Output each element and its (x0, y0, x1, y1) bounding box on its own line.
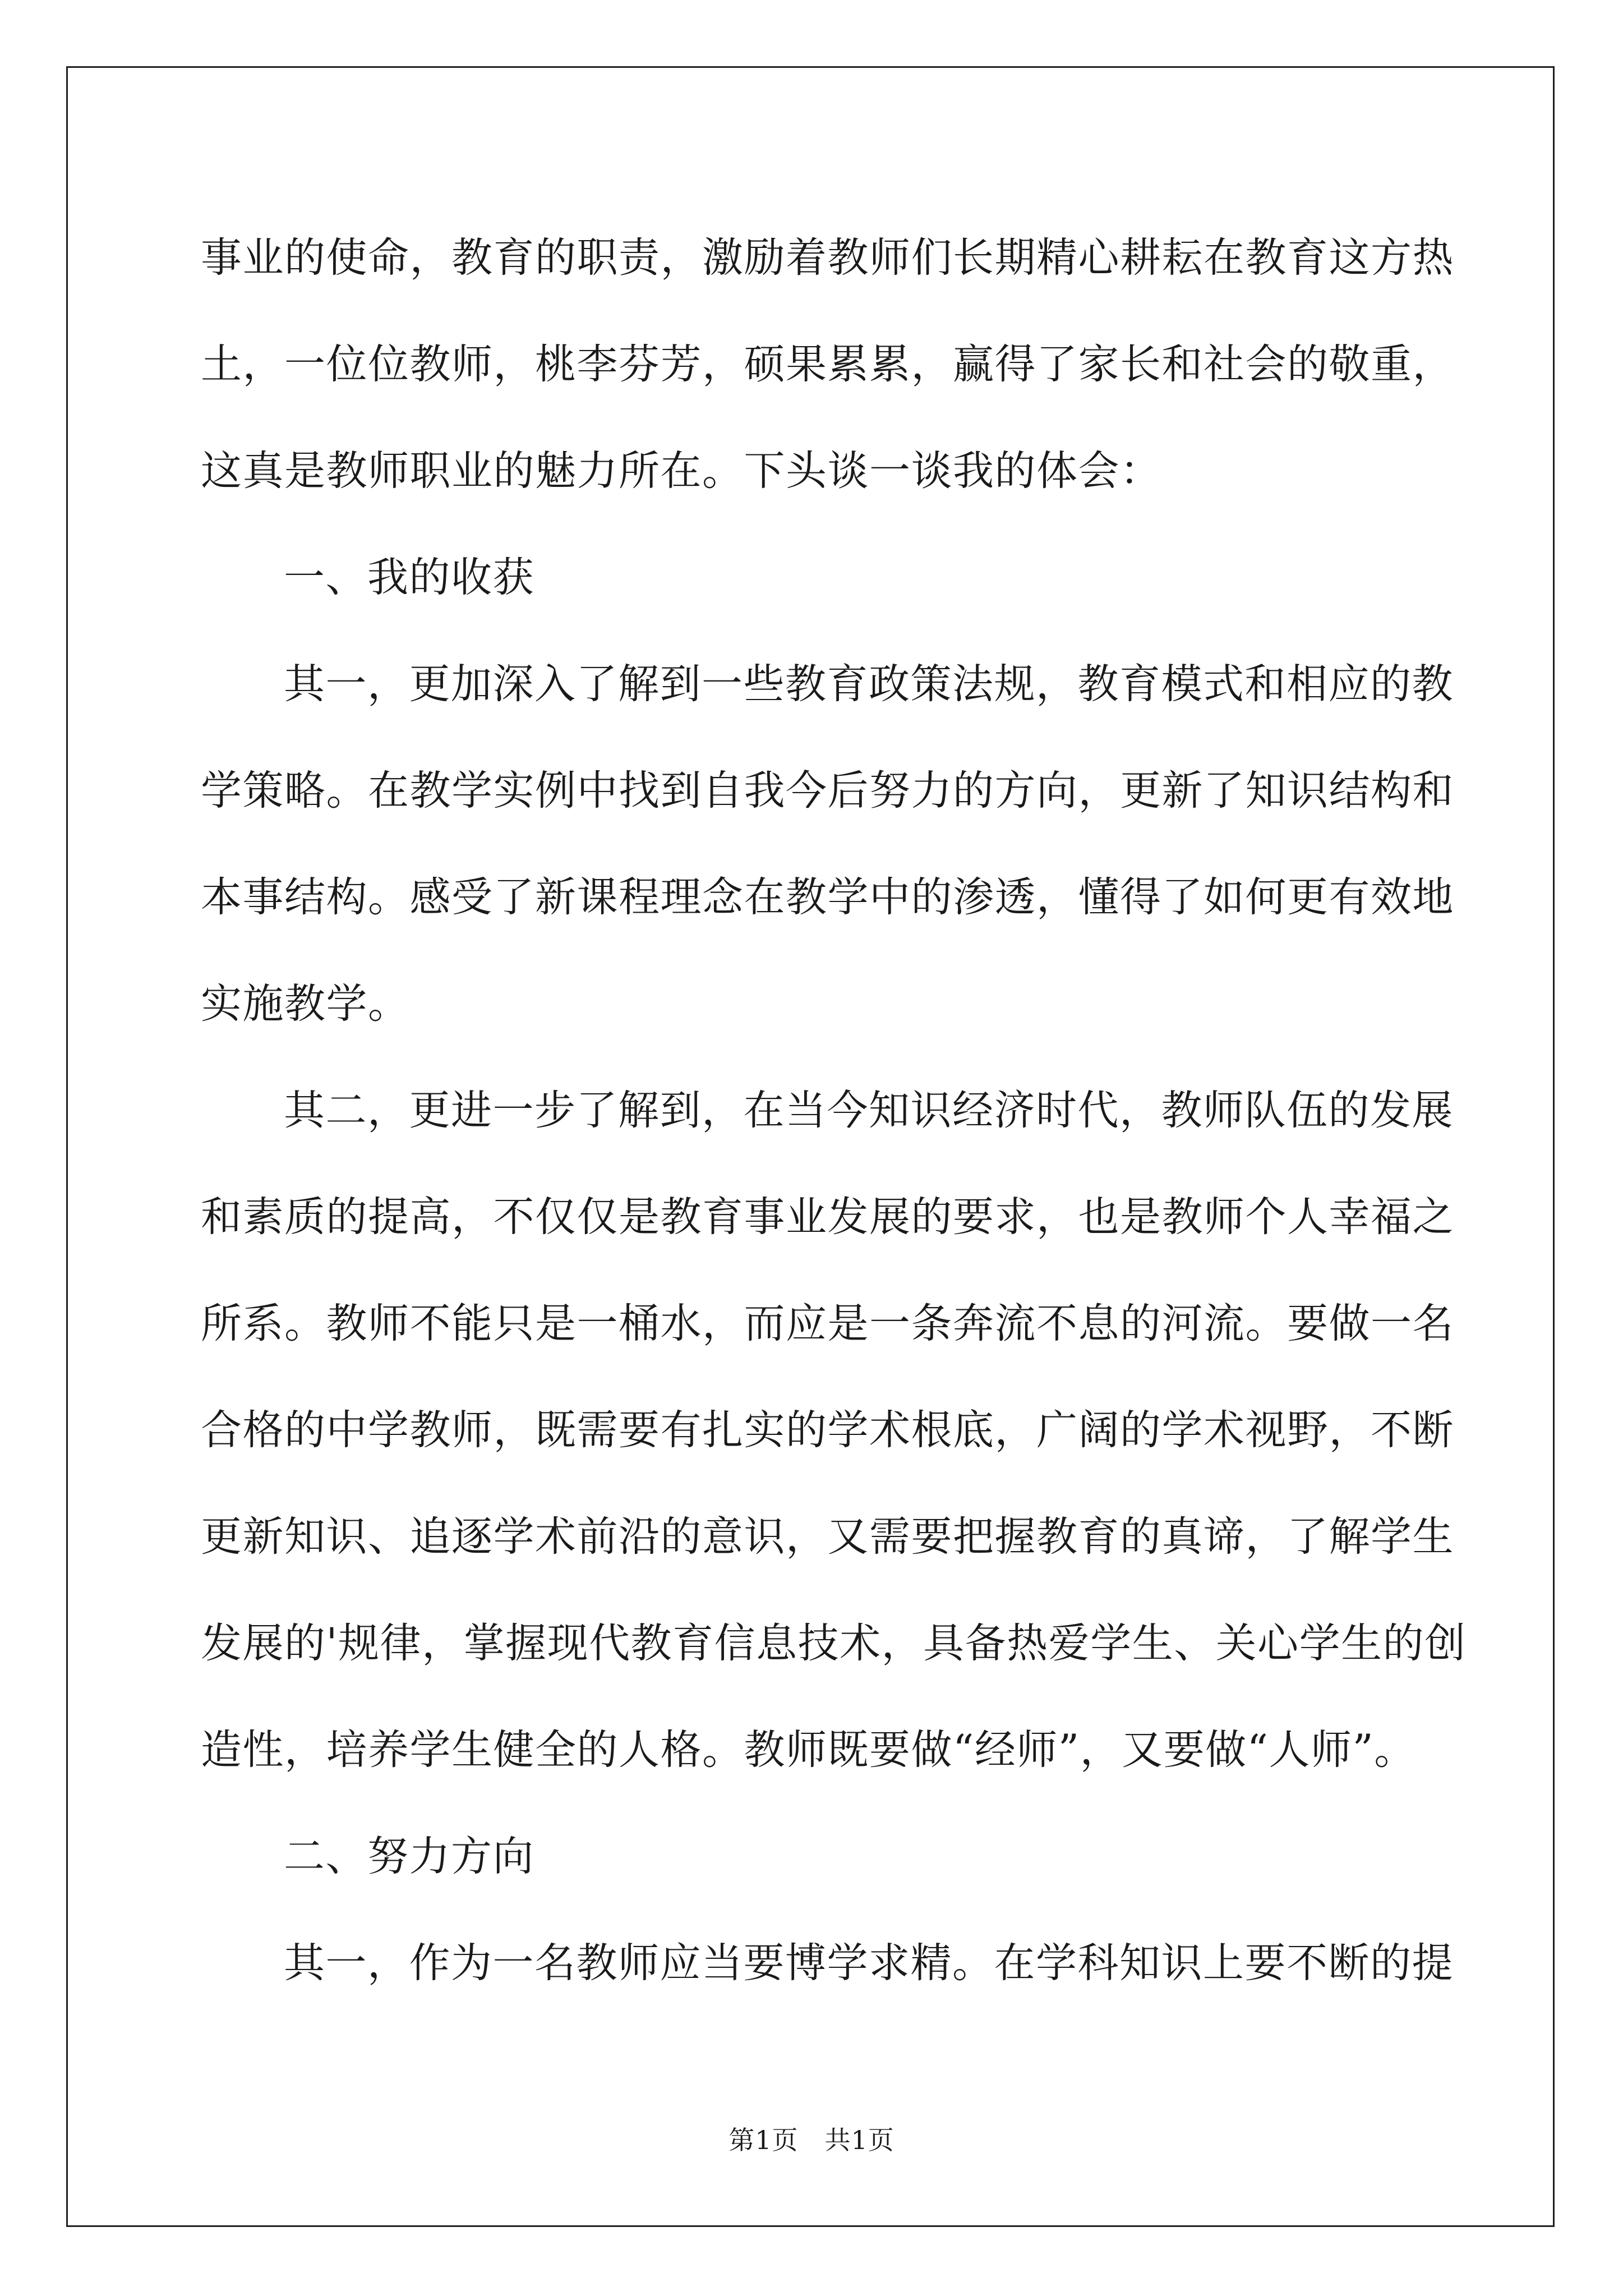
text-line: 实施教学。 (201, 980, 410, 1028)
text-line: 合格的中学教师，既需要有扎实的学术根底，广阔的学术视野，不断 (201, 1406, 1454, 1454)
paragraph-first-line: 其二，更进一步了解到，在当今知识经济时代，教师队伍的发展 (284, 1087, 1454, 1134)
text-line: 土，一位位教师，桃李芬芳，硕果累累，赢得了家长和社会的敬重， (201, 341, 1454, 388)
paragraph-first-line: 其一，更加深入了解到一些教育政策法规，教育模式和相应的教 (284, 660, 1454, 708)
text-line: 学策略。在教学实例中找到自我今后努力的方向，更新了知识结构和 (201, 767, 1454, 815)
text-line: 造性，培养学生健全的人格。教师既要做“经师”，又要做“人师”。 (201, 1726, 1416, 1774)
text-line: 事业的使命，教育的职责，激励着教师们长期精心耕耘在教育这方热 (201, 234, 1454, 282)
paragraph-first-line: 其一，作为一名教师应当要博学求精。在学科知识上要不断的提 (284, 1939, 1454, 1987)
text-line: 发展的'规律，掌握现代教育信息技术，具备热爱学生、关心学生的创 (201, 1619, 1467, 1667)
document-body (201, 205, 1467, 2017)
text-line: 本事结构。感受了新课程理念在教学中的渗透，懂得了如何更有效地 (201, 873, 1454, 921)
page-number-footer: 第1页 共1页 (728, 2125, 895, 2155)
text-line: 所系。教师不能只是一桶水，而应是一条奔流不息的河流。要做一名 (201, 1300, 1454, 1347)
section-heading: 二、努力方向 (284, 1833, 534, 1880)
text-line: 和素质的提高，不仅仅是教育事业发展的要求，也是教师个人幸福之 (201, 1193, 1454, 1241)
text-line: 更新知识、追逐学术前沿的意识，又需要把握教育的真谛，了解学生 (201, 1513, 1454, 1561)
text-line: 这真是教师职业的魅力所在。下头谈一谈我的体会： (201, 447, 1162, 495)
section-heading: 一、我的收获 (284, 554, 534, 601)
